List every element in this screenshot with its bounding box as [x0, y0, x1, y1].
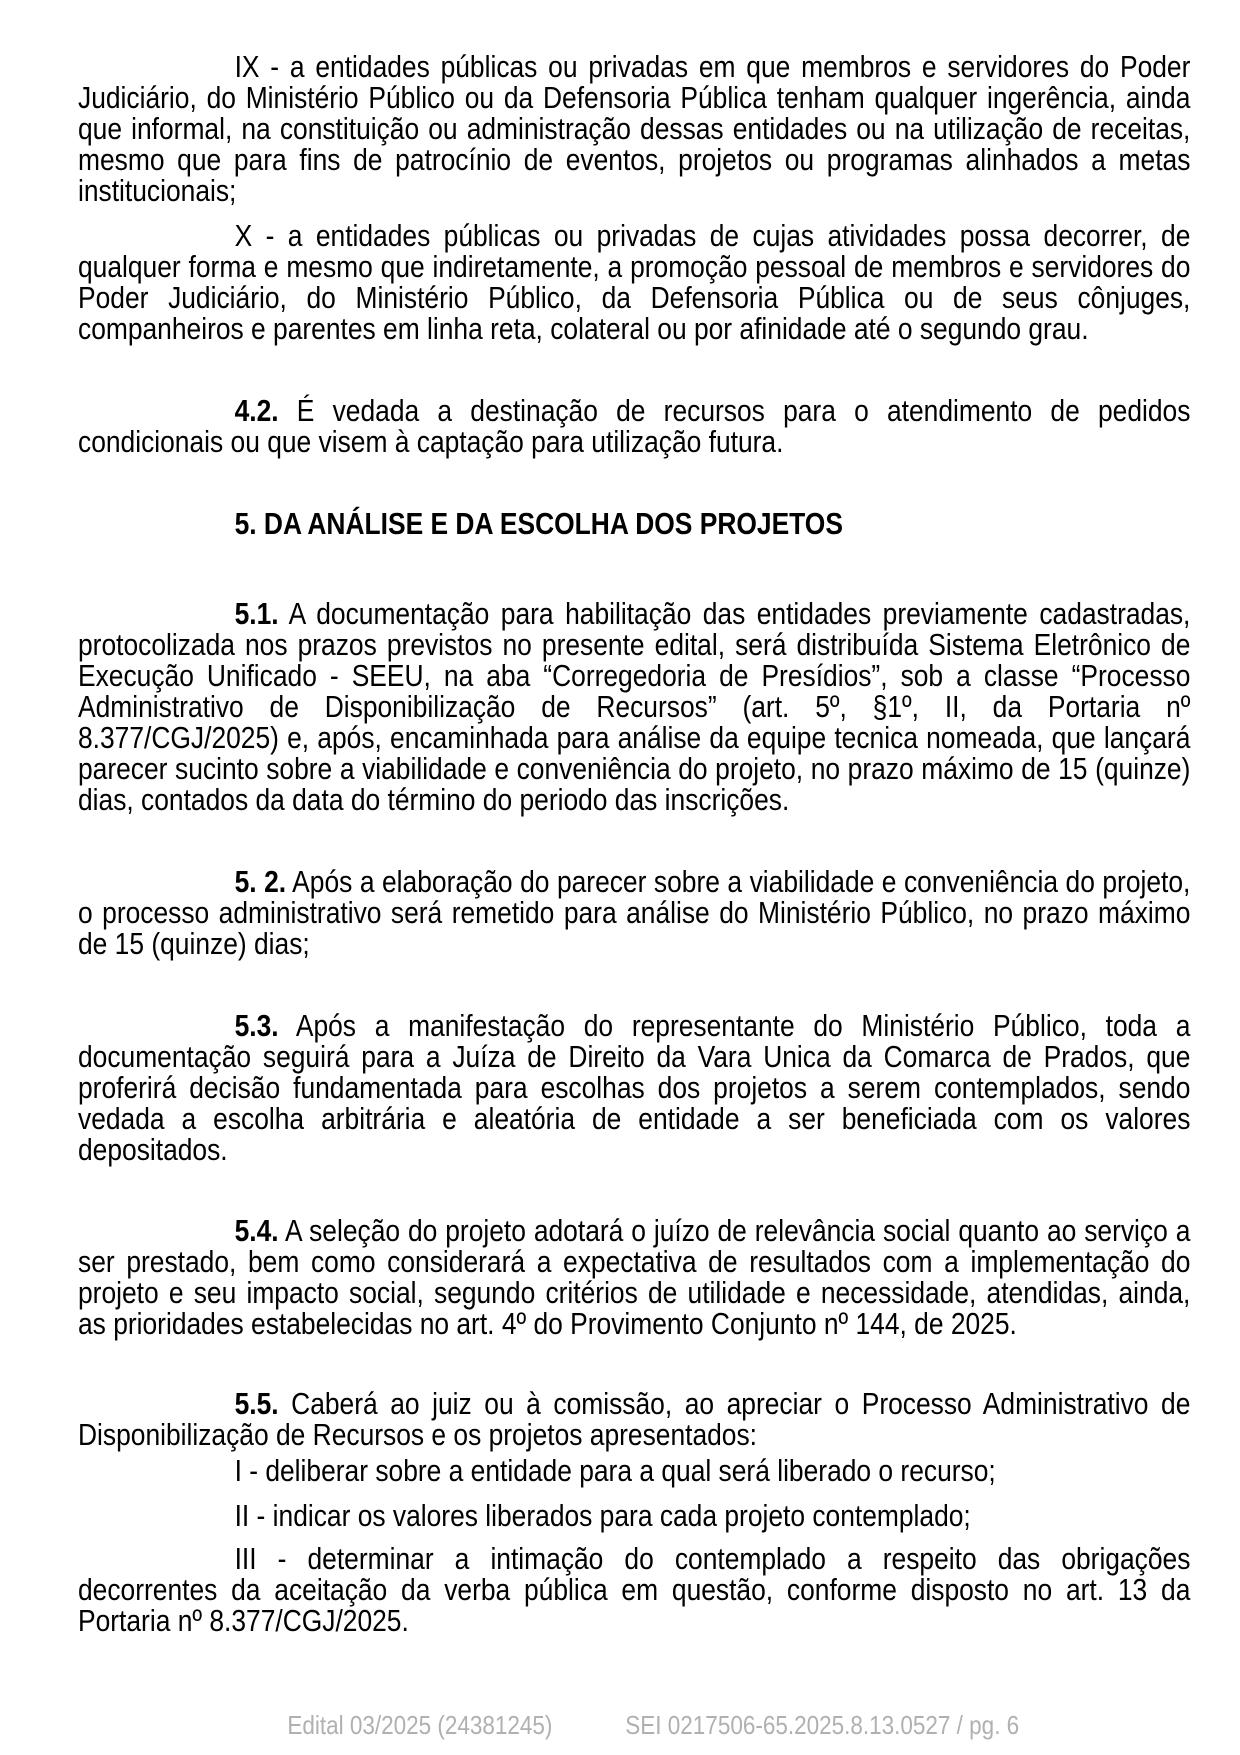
paragraph-clause-5-5	[78, 1389, 1190, 1451]
document-text-column	[78, 52, 1190, 1637]
paragraph-item-ix: IX - a entidades públicas ou privadas em que membros e servidores do Poder Judiciário, do Ministério Público ou da Defensoria Pública tenham qualquer ingerência, ainda que informal, na constituição ou administração dessas entidades ou na utilização de receitas, mesmo que para fins de patrocínio de eventos, projetos ou programas alinhados a metas institucionais;	[78, 50, 1191, 208]
footer-sei-reference: SEI 0217506-65.2025.8.13.0527 / pg. 6	[625, 1710, 1020, 1740]
clause-5-1-text: A documentação para habilitação das entidades previamente cadastradas, protocolizada nos prazos previstos no presente edital, será distribuída Sistema Eletrônico de Execução Unificado - SEEU, na aba “Corregedoria de Presídios”, sob a classe “Processo Administrativo de Disponibilização de Recursos” (art. 5º, §1º, II, da Portaria nº 8.377/CGJ/2025) e, após, encaminhada para análise da equipe tecnica nomeada, que lançará parecer sucinto sobre a viabilidade e conveniência do projeto, no prazo máximo de 15 (quinze) dias, contados da data do término do periodo das inscrições.	[78, 597, 1191, 817]
page-footer-row	[78, 1710, 1190, 1741]
paragraph-clause-5-3	[78, 1011, 1190, 1166]
paragraph-clause-4-2	[78, 396, 1190, 458]
page-footer	[78, 1710, 1240, 1741]
clause-5-4-text: A seleção do projeto adotará o juízo de relevância social quanto ao serviço a ser prestado, bem como considerará a expectativa de resultados com a implementação do projeto e seu impacto social, segundo critérios de utilidade e necessidade, atendidas, ainda, as prioridades estabelecidas no art. 4º do Provimento Conjunto nº 144, de 2025.	[78, 1214, 1191, 1341]
paragraph-item-i: I - deliberar sobre a entidade para a qual será liberado o recurso;	[234, 1454, 996, 1488]
section-5-heading: 5. DA ANÁLISE E DA ESCOLHA DOS PROJETOS	[234, 507, 843, 541]
paragraph-clause-5-1	[78, 599, 1190, 816]
footer-edital-reference: Edital 03/2025 (24381245)	[287, 1710, 553, 1740]
paragraph-item-x: X - a entidades públicas ou privadas de cujas atividades possa decorrer, de qualquer forma e mesmo que indiretamente, a promoção pessoal de membros e servidores do Poder Judiciário, do Ministério Público, da Defensoria Pública ou de seus cônjuges, companheiros e parentes em linha reta, colateral ou por afinidade até o segundo grau.	[78, 219, 1191, 346]
clause-5-5-number: 5.5.	[234, 1387, 279, 1421]
paragraph-item-ii: II - indicar os valores liberados para cada projeto contemplado;	[234, 1499, 971, 1533]
clause-5-4-number: 5.4.	[234, 1214, 279, 1248]
paragraph-clause-5-4	[78, 1216, 1190, 1340]
clause-5-3-text: Após a manifestação do representante do Ministério Público, toda a documentação seguirá para a Juíza de Direito da Vara Unica da Comarca de Prados, que proferirá decisão fundamentada para escolhas dos projetos a serem contemplados, sendo vedada a escolha arbitrária e aleatória de entidade a ser beneficiada com os valores depositados.	[78, 1009, 1191, 1167]
document-body	[78, 52, 1240, 1637]
clause-5-5-text: Caberá ao juiz ou à comissão, ao apreciar o Processo Administrativo de Disponibilização de Recursos e os projetos apresentados:	[78, 1387, 1191, 1452]
paragraph-clause-5-2	[78, 867, 1190, 960]
clause-4-2-text: É vedada a destinação de recursos para o atendimento de pedidos condicionais ou que visem à captação para utilização futura.	[78, 394, 1191, 459]
clause-5-2-number: 5. 2.	[234, 865, 287, 899]
clause-4-2-number: 4.2.	[234, 394, 279, 428]
clause-5-1-number: 5.1.	[234, 597, 279, 631]
clause-5-2-text: Após a elaboração do parecer sobre a viabilidade e conveniência do projeto, o processo administrativo será remetido para análise do Ministério Público, no prazo máximo de 15 (quinze) dias;	[78, 865, 1191, 961]
paragraph-item-iii: III - determinar a intimação do contemplado a respeito das obrigações decorrentes da aceitação da verba pública em questão, conforme disposto no art. 13 da Portaria nº 8.377/CGJ/2025.	[78, 1542, 1191, 1638]
clause-5-3-number: 5.3.	[234, 1009, 279, 1043]
